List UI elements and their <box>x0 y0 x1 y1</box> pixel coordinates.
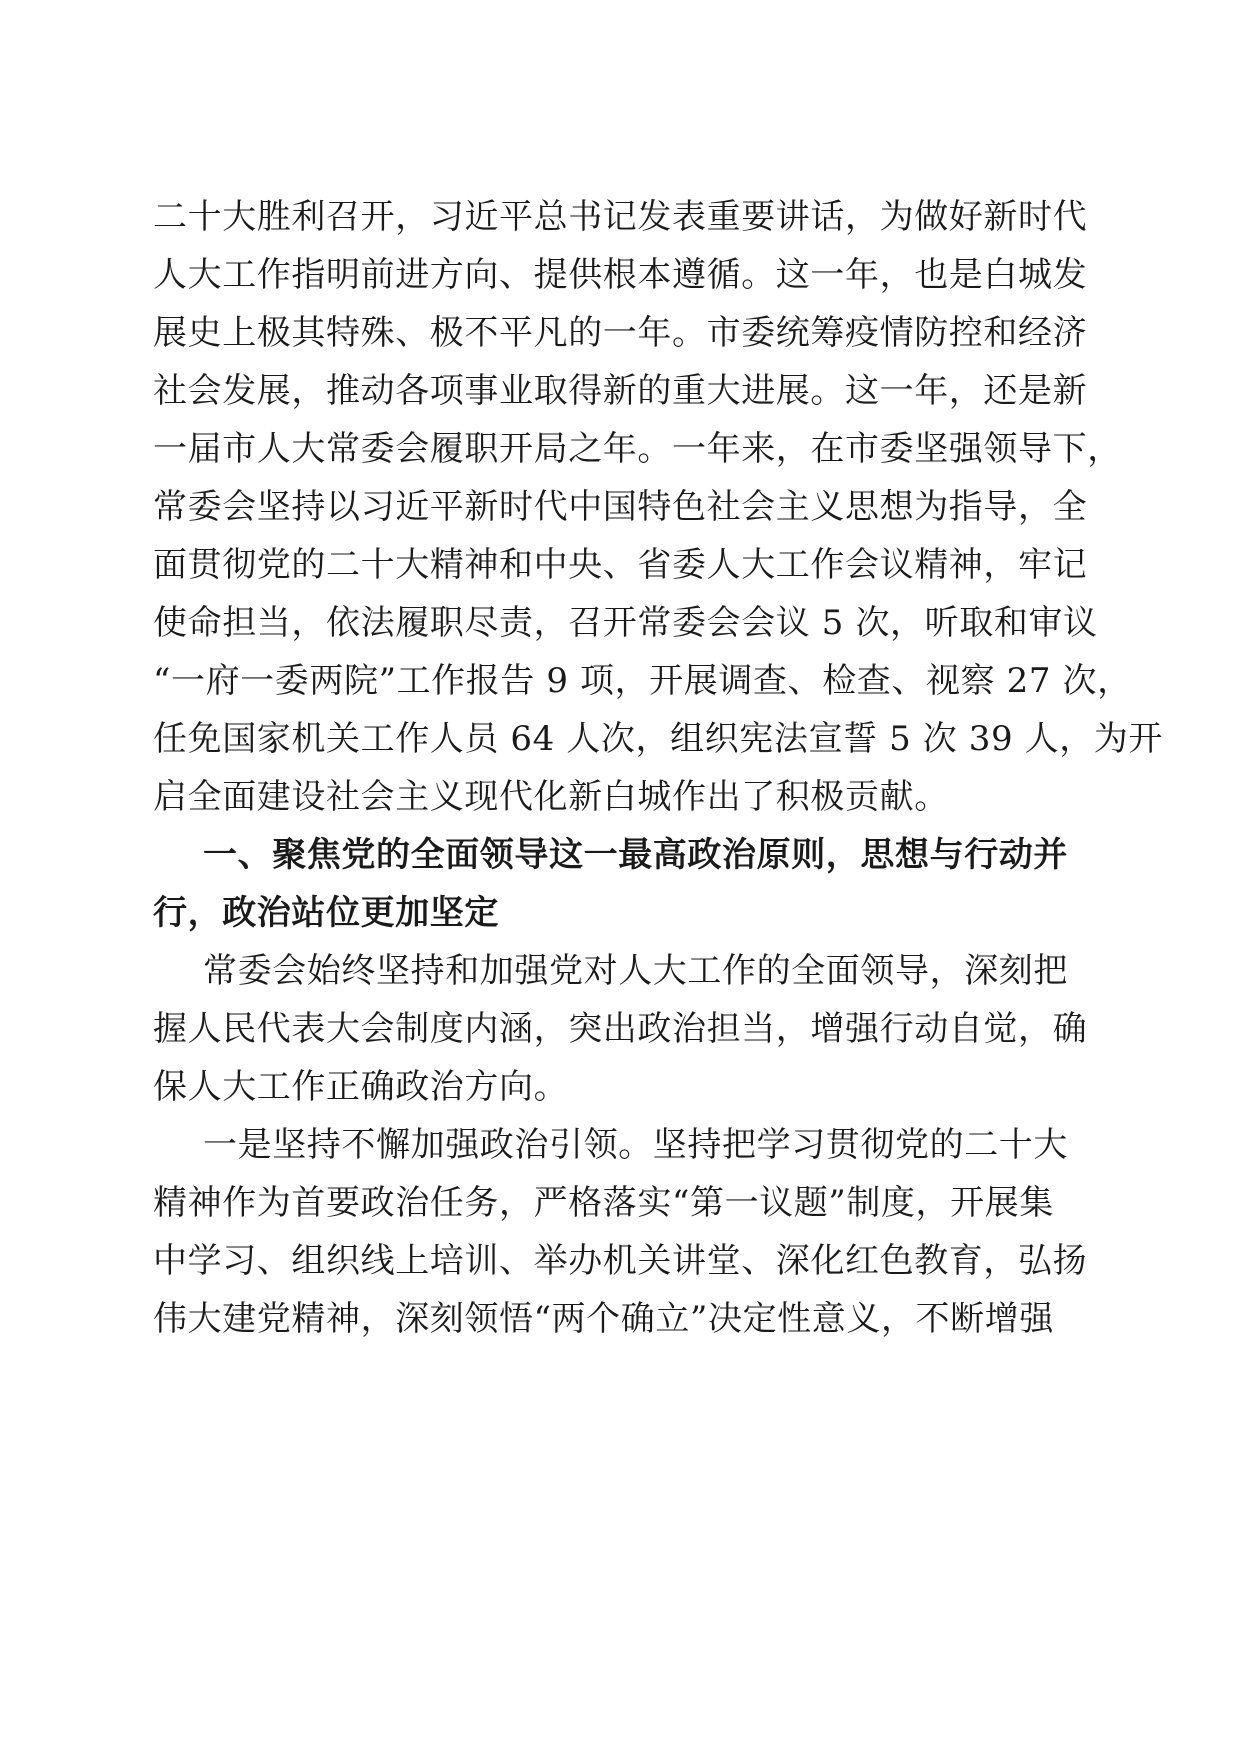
paragraph-3-line-2: 精神作为首要政治任务，严格落实“第一议题”制度，开展集 <box>153 1183 1054 1223</box>
paragraph-1-line-1: 二十大胜利召开，习近平总书记发表重要讲话，为做好新时代 <box>153 197 1088 237</box>
paragraph-1-line-8: 使命担当，依法履职尽责，召开常委会会议 5 次，听取和审议 <box>153 603 1098 643</box>
paragraph-1-line-7: 面贯彻党的二十大精神和中央、省委人大工作会议精神，牢记 <box>153 545 1088 585</box>
paragraph-3-line-4: 伟大建党精神，深刻领悟“两个确立”决定性意义，不断增强 <box>153 1299 1054 1339</box>
paragraph-3-line-3: 中学习、组织线上培训、举办机关讲堂、深化红色教育，弘扬 <box>153 1241 1088 1281</box>
section-heading-line-1: 一、聚焦党的全面领导这一最高政治原则，思想与行动并 <box>203 835 1068 875</box>
paragraph-1-line-6: 常委会坚持以习近平新时代中国特色社会主义思想为指导，全 <box>153 487 1088 527</box>
paragraph-1-line-3: 展史上极其特殊、极不平凡的一年。市委统筹疫情防控和经济 <box>153 313 1088 353</box>
paragraph-1-line-2: 人大工作指明前进方向、提供根本遵循。这一年，也是白城发 <box>153 255 1088 295</box>
paragraph-2-line-1: 常委会始终坚持和加强党对人大工作的全面领导，深刻把 <box>203 951 1068 991</box>
paragraph-1-line-10: 任免国家机关工作人员 64 人次，组织宪法宣誓 5 次 39 人，为开 <box>153 719 1164 759</box>
paragraph-1-line-4: 社会发展，推动各项事业取得新的重大进展。这一年，还是新 <box>153 371 1088 411</box>
paragraph-1-line-9: “一府一委两院”工作报告 9 项，开展调查、检查、视察 27 次， <box>153 661 1132 701</box>
paragraph-2-line-2: 握人民代表大会制度内涵，突出政治担当，增强行动自觉，确 <box>153 1009 1088 1049</box>
paragraph-1-line-11: 启全面建设社会主义现代化新白城作出了积极贡献。 <box>153 777 949 817</box>
paragraph-1-line-5: 一届市人大常委会履职开局之年。一年来，在市委坚强领导下， <box>153 429 1122 469</box>
paragraph-3-line-1: 一是坚持不懈加强政治引领。坚持把学习贯彻党的二十大 <box>203 1125 1068 1165</box>
paragraph-2-line-3: 保人大工作正确政治方向。 <box>153 1067 569 1107</box>
section-heading-line-2: 行，政治站位更加坚定 <box>153 893 499 933</box>
